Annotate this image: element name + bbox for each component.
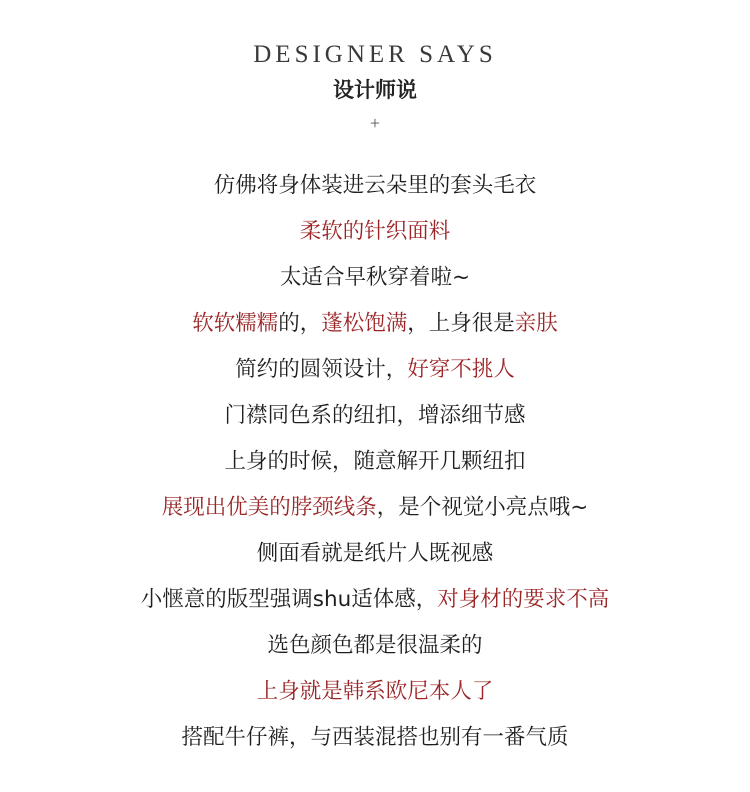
body-text: 侧面看就是纸片人既视感 bbox=[256, 541, 494, 566]
body-text: 的， bbox=[278, 311, 322, 336]
title-chinese: 设计师说 bbox=[333, 78, 417, 102]
description-line bbox=[0, 715, 750, 761]
highlight-text: 软软糯糯 bbox=[192, 311, 279, 336]
highlight-text: 好穿不挑人 bbox=[407, 357, 515, 382]
body-text: 小惬意的版型强调shu适体感， bbox=[140, 587, 438, 612]
highlight-text: 展现出优美的脖颈线条 bbox=[161, 495, 377, 520]
description-line bbox=[0, 531, 750, 577]
body-text: 选色颜色都是很温柔的 bbox=[267, 633, 483, 658]
body-text: 太适合早秋穿着啦~ bbox=[279, 265, 470, 290]
highlight-text: 亲肤 bbox=[514, 311, 558, 336]
description-text bbox=[0, 163, 750, 761]
description-line bbox=[0, 623, 750, 669]
highlight-text: 对身材的要求不高 bbox=[437, 587, 610, 612]
highlight-text: 蓬松饱满 bbox=[321, 311, 408, 336]
body-text: 上身的时候，随意解开几颗纽扣 bbox=[224, 449, 526, 474]
description-line bbox=[0, 577, 750, 623]
description-line bbox=[0, 485, 750, 531]
title-english: DESIGNER SAYS bbox=[253, 41, 497, 68]
description-line bbox=[0, 393, 750, 439]
highlight-text: 柔软的针织面料 bbox=[299, 219, 451, 244]
description-line bbox=[0, 439, 750, 485]
description-line bbox=[0, 255, 750, 301]
body-text: ，是个视觉小亮点哦~ bbox=[376, 495, 589, 520]
highlight-text: 上身就是韩系欧尼本人了 bbox=[256, 679, 494, 704]
body-text: 简约的圆领设计， bbox=[235, 357, 408, 382]
body-text: 仿佛将身体装进云朵里的套头毛衣 bbox=[213, 173, 537, 198]
description-line bbox=[0, 669, 750, 715]
description-line bbox=[0, 163, 750, 209]
description-line bbox=[0, 209, 750, 255]
description-line bbox=[0, 347, 750, 393]
description-line bbox=[0, 301, 750, 347]
body-text: ，上身很是 bbox=[407, 311, 515, 336]
body-text: 搭配牛仔裤，与西装混搭也别有一番气质 bbox=[181, 725, 569, 750]
body-text: 门襟同色系的纽扣，增添细节感 bbox=[224, 403, 526, 428]
section-header bbox=[0, 0, 750, 134]
plus-icon: + bbox=[369, 113, 381, 133]
